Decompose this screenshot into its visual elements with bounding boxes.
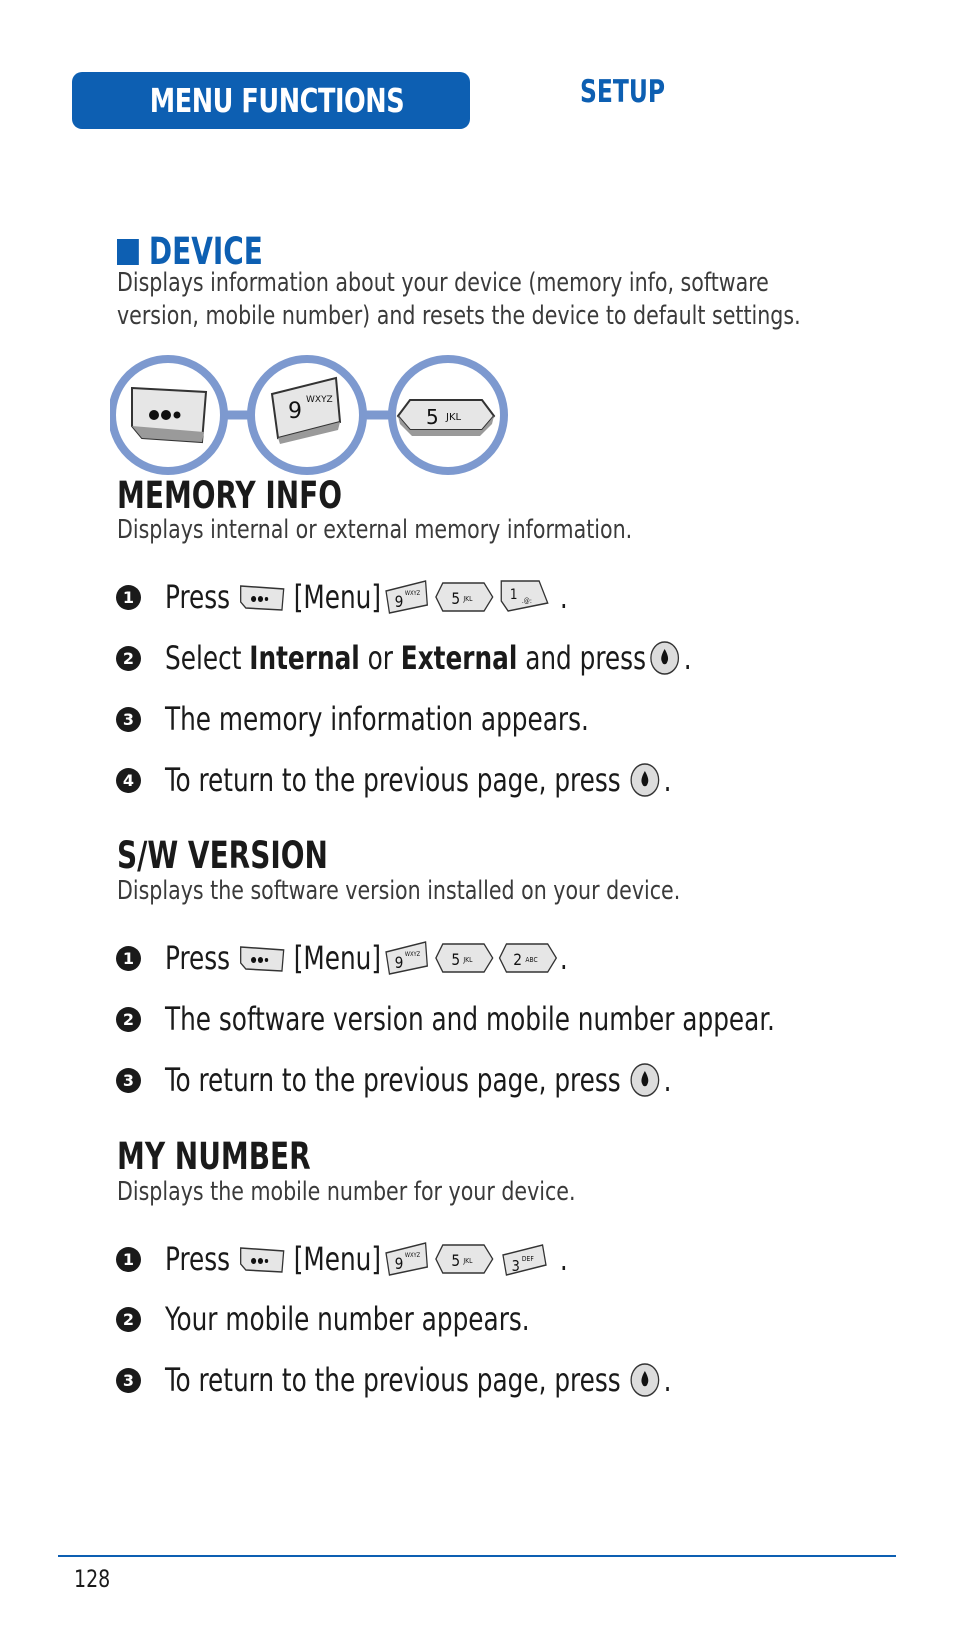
memory-info-heading: MEMORY INFO bbox=[117, 474, 343, 517]
setup-section-label: SETUP bbox=[580, 74, 666, 110]
step-number: 1 bbox=[116, 1247, 141, 1272]
svg-text:JKL: JKL bbox=[463, 955, 473, 965]
memory-step-1 bbox=[116, 574, 633, 620]
key-9-icon bbox=[383, 938, 431, 978]
svg-text:WXYZ: WXYZ bbox=[306, 395, 333, 405]
device-description-line2: version, mobile number) and resets the device to default settings. bbox=[117, 301, 801, 331]
period: . bbox=[559, 578, 568, 616]
page-number: 128 bbox=[74, 1565, 111, 1593]
footer-rule bbox=[58, 1555, 896, 1557]
key-5-icon bbox=[434, 579, 494, 615]
period: . bbox=[559, 1240, 568, 1278]
ok-key-icon bbox=[629, 762, 660, 798]
key-9-icon bbox=[383, 577, 431, 617]
menu-key-icon bbox=[239, 941, 287, 975]
menu-label: [Menu] bbox=[293, 1240, 382, 1278]
svg-text:JKL: JKL bbox=[446, 412, 462, 423]
press-text: Press bbox=[165, 939, 231, 977]
menu-label: [Menu] bbox=[293, 578, 382, 616]
key-5-icon bbox=[434, 1241, 494, 1277]
step-text: Your mobile number appears. bbox=[165, 1300, 530, 1338]
menu-key-icon bbox=[239, 1242, 287, 1276]
step-number: 3 bbox=[116, 707, 141, 732]
select-text: Select bbox=[165, 639, 242, 677]
ok-key-icon bbox=[629, 1362, 660, 1398]
menu-label: [Menu] bbox=[293, 939, 382, 977]
mynum-step-1 bbox=[116, 1236, 633, 1282]
key-2-icon bbox=[498, 940, 558, 976]
period: . bbox=[663, 1361, 672, 1399]
step-number: 2 bbox=[116, 646, 141, 671]
key-3-icon bbox=[498, 1239, 550, 1279]
svg-text:9: 9 bbox=[394, 591, 404, 612]
memory-info-description: Displays internal or external memory information. bbox=[117, 515, 633, 545]
my-number-heading: MY NUMBER bbox=[117, 1135, 311, 1178]
my-number-description: Displays the mobile number for your device. bbox=[117, 1177, 576, 1207]
sw-step-1 bbox=[116, 935, 633, 981]
device-title: DEVICE bbox=[148, 230, 263, 273]
key-5-icon bbox=[398, 400, 494, 436]
period: . bbox=[559, 939, 568, 977]
memory-step-3 bbox=[116, 696, 658, 742]
svg-text:JKL: JKL bbox=[463, 594, 473, 604]
sw-version-heading: S/W VERSION bbox=[117, 834, 328, 877]
step-number: 4 bbox=[116, 768, 141, 793]
menu-key-icon bbox=[239, 580, 287, 614]
step-number: 1 bbox=[116, 946, 141, 971]
press-text: Press bbox=[165, 578, 231, 616]
menu-key-icon bbox=[132, 388, 206, 442]
key-5-icon bbox=[434, 940, 494, 976]
step-text: To return to the previous page, press bbox=[165, 1361, 621, 1399]
svg-text:WXYZ: WXYZ bbox=[405, 1252, 421, 1260]
step-text: The memory information appears. bbox=[165, 700, 589, 738]
step-number: 3 bbox=[116, 1068, 141, 1093]
svg-text:WXYZ: WXYZ bbox=[405, 951, 421, 959]
svg-text:3: 3 bbox=[511, 1258, 520, 1276]
svg-text:JKL: JKL bbox=[463, 1256, 473, 1266]
mynum-step-3 bbox=[116, 1357, 754, 1403]
period: . bbox=[683, 639, 692, 677]
svg-text:ABC: ABC bbox=[525, 955, 538, 965]
step-text: To return to the previous page, press bbox=[165, 1061, 621, 1099]
ok-key-icon bbox=[649, 640, 680, 676]
svg-text:5: 5 bbox=[426, 405, 439, 429]
svg-text:9: 9 bbox=[288, 399, 302, 424]
device-description-line1: Displays information about your device (memory info, software bbox=[117, 268, 769, 298]
step-text: The software version and mobile number appear. bbox=[165, 1000, 775, 1038]
svg-text:1: 1 bbox=[510, 587, 518, 604]
square-bullet-icon bbox=[117, 239, 139, 265]
svg-text:5: 5 bbox=[451, 949, 461, 970]
svg-text:WXYZ: WXYZ bbox=[405, 590, 421, 598]
sw-step-2 bbox=[116, 996, 874, 1042]
period: . bbox=[663, 1061, 672, 1099]
key-sequence-diagram bbox=[110, 352, 520, 478]
mynum-step-2 bbox=[116, 1296, 589, 1342]
sw-version-description: Displays the software version installed on your device. bbox=[117, 876, 681, 906]
and-press-text: and press bbox=[525, 639, 646, 677]
period: . bbox=[663, 761, 672, 799]
svg-text:5: 5 bbox=[451, 588, 461, 609]
svg-text:DEF: DEF bbox=[522, 1254, 534, 1264]
svg-text:9: 9 bbox=[394, 1253, 404, 1274]
internal-option: Internal bbox=[249, 639, 360, 677]
sw-step-3 bbox=[116, 1057, 754, 1103]
external-option: External bbox=[400, 639, 518, 677]
memory-step-4 bbox=[116, 757, 754, 803]
step-text: To return to the previous page, press bbox=[165, 761, 621, 799]
step-number: 1 bbox=[116, 585, 141, 610]
press-text: Press bbox=[165, 1240, 231, 1278]
key-9-icon bbox=[383, 1239, 431, 1279]
svg-text:5: 5 bbox=[451, 1250, 461, 1271]
key-1-icon bbox=[498, 577, 550, 617]
ok-key-icon bbox=[629, 1062, 660, 1098]
or-text: or bbox=[367, 639, 393, 677]
svg-text:2: 2 bbox=[513, 949, 523, 970]
step-number: 3 bbox=[116, 1368, 141, 1393]
svg-text:9: 9 bbox=[394, 952, 404, 973]
memory-step-2 bbox=[116, 635, 777, 681]
menu-functions-label: MENU FUNCTIONS bbox=[149, 81, 405, 120]
step-number: 2 bbox=[116, 1007, 141, 1032]
menu-functions-tab bbox=[72, 72, 470, 129]
svg-text:.@:: .@: bbox=[522, 596, 533, 606]
step-number: 2 bbox=[116, 1307, 141, 1332]
